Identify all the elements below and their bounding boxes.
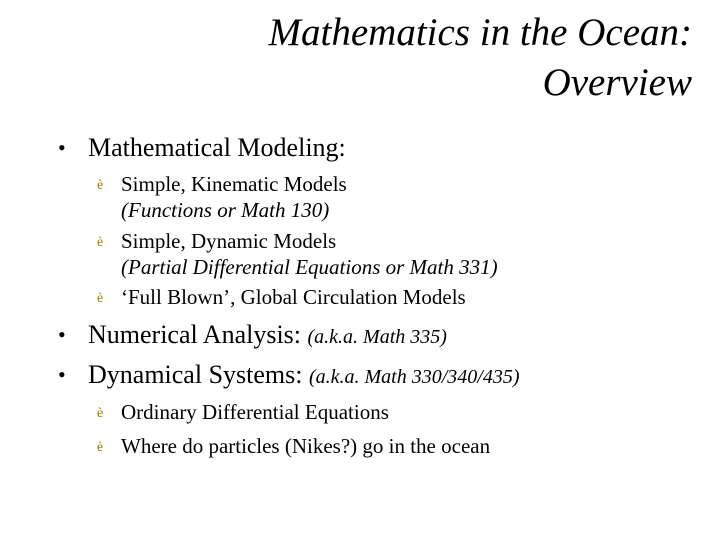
slide-title (132, 8, 692, 108)
bullet-course-note: (a.k.a. Math 335) (307, 326, 447, 348)
arrow-bullet-icon: è (97, 440, 104, 455)
title-line-1: Mathematics in the Ocean: (268, 11, 692, 54)
bullet-label: Dynamical Systems: (88, 360, 303, 389)
subitem-text: Where do particles (Nikes?) go in the ocean (121, 434, 491, 458)
bullet-label: Mathematical Modeling: (88, 133, 346, 162)
subitem-text: Ordinary Differential Equations (121, 400, 389, 424)
subitem-text: Simple, Kinematic Models (121, 172, 347, 196)
arrow-bullet-icon: è (97, 406, 104, 421)
bullet-course-note: (a.k.a. Math 330/340/435) (308, 366, 520, 388)
arrow-bullet-icon: è (97, 235, 104, 250)
arrow-bullet-icon: è (97, 178, 104, 193)
subitem-text: ‘Full Blown’, Global Circulation Models (121, 285, 466, 309)
subitem-note: (Functions or Math 130) (121, 198, 330, 222)
subitem-text: Simple, Dynamic Models (121, 229, 337, 253)
arrow-bullet-icon: è (97, 291, 104, 306)
bullet-icon: • (58, 135, 66, 160)
bullet-icon: • (58, 322, 66, 347)
bullet-icon: • (58, 362, 66, 387)
bullet-label: Numerical Analysis: (88, 320, 302, 349)
title-line-2: Overview (542, 61, 692, 104)
subitem-note: (Partial Differential Equations or Math 331) (121, 255, 498, 279)
